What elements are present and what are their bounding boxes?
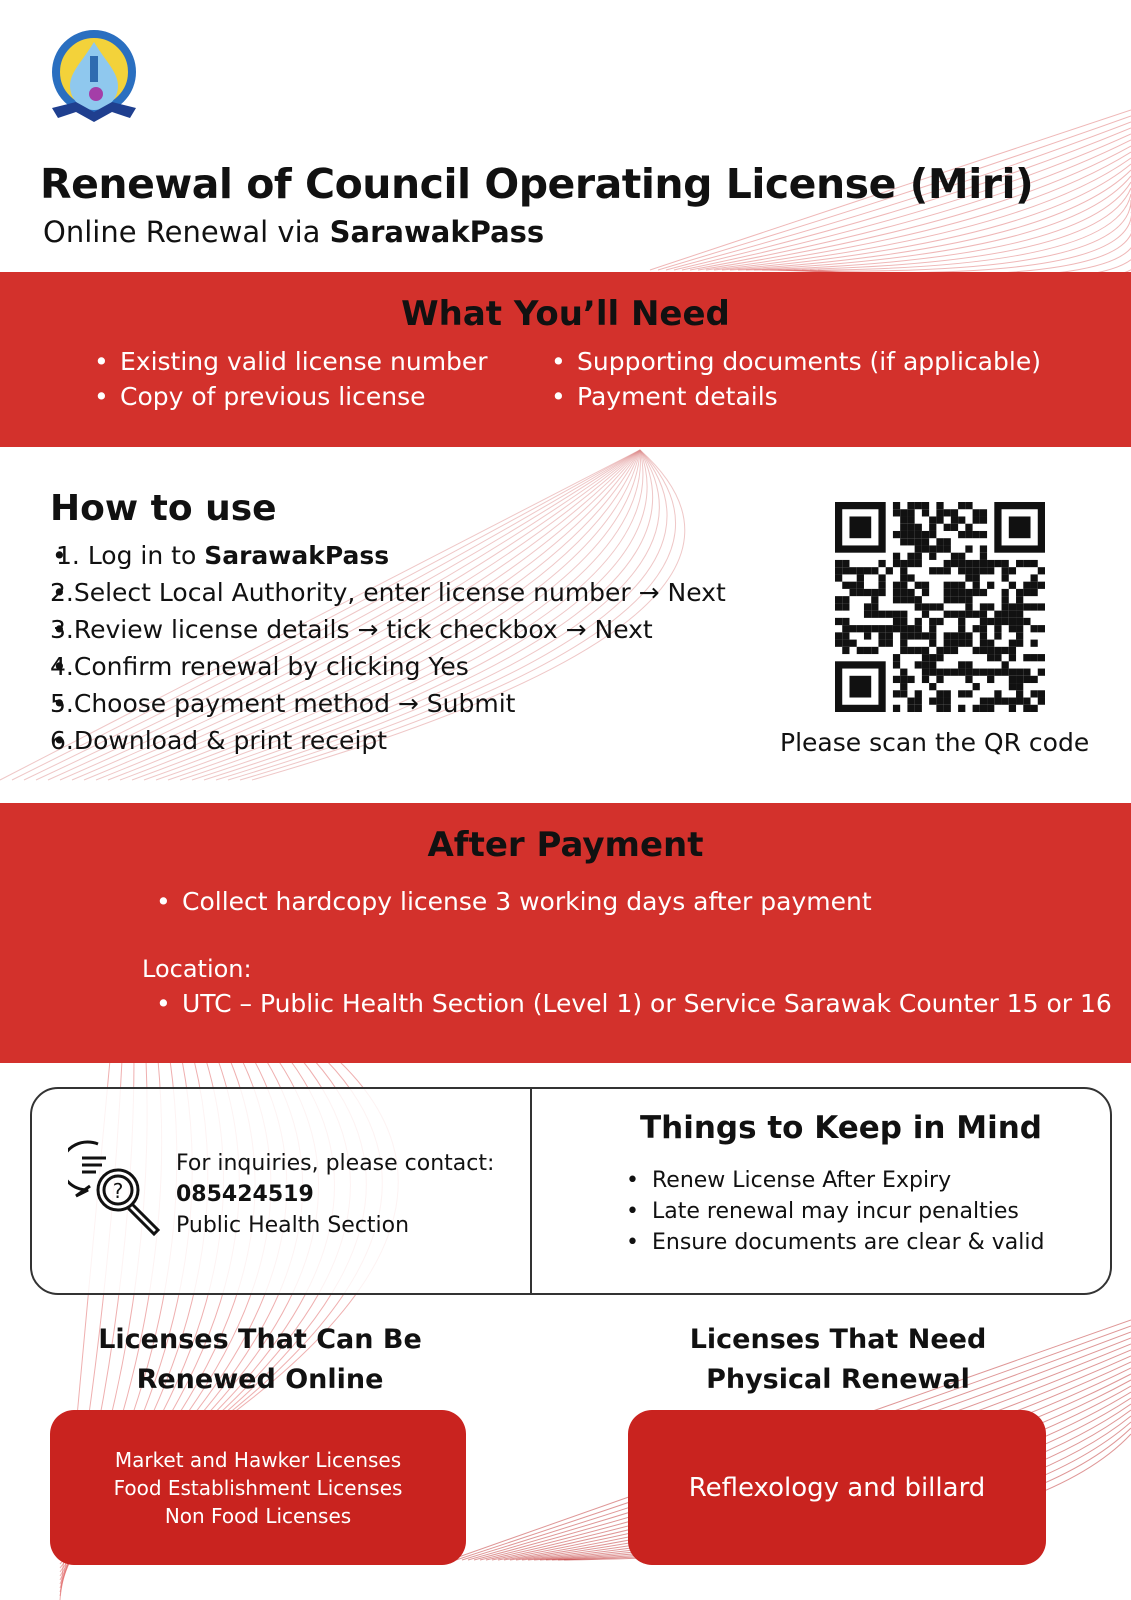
subtitle-brand: SarawakPass bbox=[329, 215, 545, 249]
online-item: Food Establishment Licenses bbox=[113, 1475, 403, 1500]
after-heading: After Payment bbox=[427, 825, 704, 865]
keep-item: • Renew License After Expiry bbox=[624, 1165, 1044, 1196]
page-subtitle bbox=[43, 215, 544, 249]
need-item: • Supporting documents (if applicable) bbox=[549, 344, 1041, 379]
chat-question-search-icon bbox=[68, 1138, 168, 1238]
info-divider bbox=[530, 1088, 532, 1294]
location-list bbox=[154, 989, 1112, 1018]
council-logo bbox=[46, 28, 142, 124]
contact-phone[interactable]: 085424519 bbox=[176, 1182, 314, 1207]
physical-heading: Licenses That Need Physical Renewal bbox=[689, 1324, 987, 1395]
step: • 3.Review license details → tick checkbox → Next bbox=[50, 611, 726, 648]
keep-item: • Late renewal may incur penalties bbox=[624, 1196, 1044, 1227]
svg-text:?: ? bbox=[112, 1179, 124, 1203]
page-title: Renewal of Council Operating License (Miri) bbox=[40, 160, 1034, 208]
contact-department: Public Health Section bbox=[176, 1213, 410, 1238]
after-item: • Collect hardcopy license 3 working days after payment bbox=[154, 887, 872, 916]
need-list-right bbox=[549, 344, 1041, 414]
need-item: • Payment details bbox=[549, 379, 1041, 414]
after-payment-section bbox=[0, 803, 1131, 1063]
qr-caption: Please scan the QR code bbox=[780, 728, 1090, 757]
online-heading: Licenses That Can Be Renewed Online bbox=[98, 1324, 422, 1395]
steps-list bbox=[50, 537, 726, 759]
step: • 1. Log in to SarawakPass bbox=[50, 537, 726, 574]
need-item: • Existing valid license number bbox=[92, 344, 488, 379]
how-to-use-section bbox=[50, 488, 726, 759]
online-item: Non Food Licenses bbox=[164, 1503, 352, 1528]
subtitle-text: Online Renewal via bbox=[43, 215, 330, 249]
need-list-left bbox=[92, 344, 488, 414]
need-item: • Copy of previous license bbox=[92, 379, 488, 414]
qr-code[interactable] bbox=[835, 502, 1045, 712]
physical-item: Reflexology and billard bbox=[688, 1472, 986, 1503]
keep-heading: Things to Keep in Mind bbox=[640, 1110, 1042, 1146]
howto-heading: How to use bbox=[50, 488, 277, 529]
step: • 2.Select Local Authority, enter license number → Next bbox=[50, 574, 726, 611]
keep-item: • Ensure documents are clear & valid bbox=[624, 1227, 1044, 1258]
online-licenses-box bbox=[50, 1410, 466, 1565]
need-heading: What You’ll Need bbox=[401, 294, 730, 334]
physical-licenses-box bbox=[628, 1410, 1046, 1565]
contact-label: For inquiries, please contact: bbox=[176, 1151, 495, 1176]
after-list bbox=[154, 887, 872, 916]
step: • 6.Download & print receipt bbox=[50, 722, 726, 759]
online-item: Market and Hawker Licenses bbox=[114, 1447, 402, 1472]
step: • 5.Choose payment method → Submit bbox=[50, 685, 726, 722]
what-you-need-section bbox=[0, 272, 1131, 447]
keep-list bbox=[624, 1165, 1044, 1258]
location-label: Location: bbox=[142, 955, 252, 983]
contact-block bbox=[176, 1148, 494, 1241]
step: • 4.Confirm renewal by clicking Yes bbox=[50, 648, 726, 685]
location-item: • UTC – Public Health Section (Level 1) or Service Sarawak Counter 15 or 16 bbox=[154, 989, 1112, 1018]
